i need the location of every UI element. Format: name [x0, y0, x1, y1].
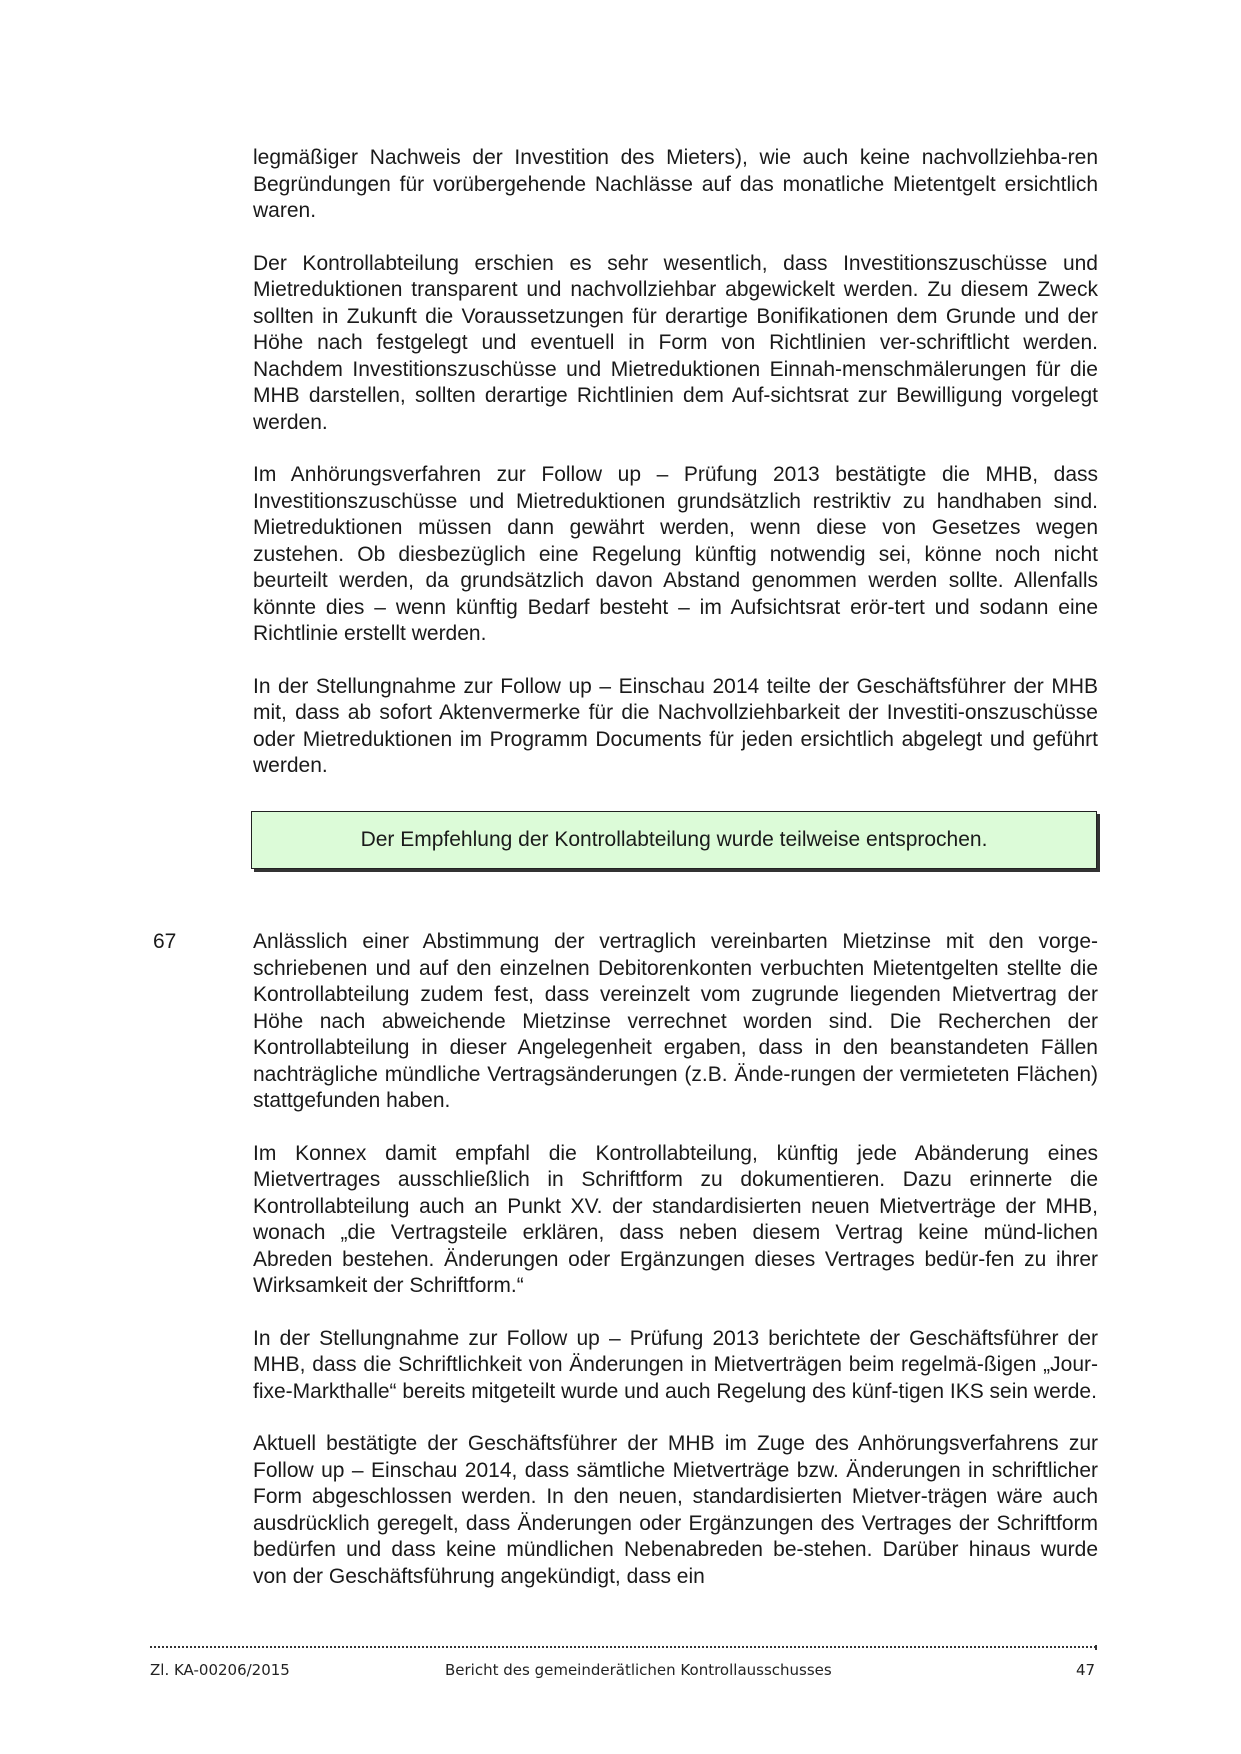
footer-divider [150, 1646, 1096, 1648]
paragraph: Im Konnex damit empfahl die Kontrollabteilung, künftig jede Abänderung eines Mietvertrages ausschließlich in Schriftform zu dokumentieren. Dazu erinnerte die Kontrollabteilung auch an Punkt XV. der standardisierten neuen Mietverträge der MHB, wonach „die Vertragsteile erklären, dass neben diesem Vertrag keine münd-lichen Abreden bestehen. Änderungen oder Ergänzungen dieses Vertrages bedür-fen zu ihrer Wirksamkeit der Schriftform.“ [253, 1141, 1098, 1297]
section-67-text-block [253, 929, 1098, 1590]
footer-reference: Zl. KA-00206/2015 [150, 1661, 290, 1679]
paragraph: In der Stellungnahme zur Follow up – Prüfung 2013 berichtete der Geschäftsführer der MHB, dass die Schriftlichkeit von Änderungen in Mietverträgen beim regelmä-ßigen „Jour-fixe-Markthalle“ bereits mitgeteilt wurde und auch Regelung des künf-tigen IKS sein werde. [253, 1326, 1098, 1403]
paragraph: Aktuell bestätigte der Geschäftsführer der MHB im Zuge des Anhörungsverfahrens zur Follow up – Einschau 2014, dass sämtliche Mietverträge bzw. Änderungen in schriftlicher Form abgeschlossen werden. In den neuen, standardisierten Mietver-trägen wäre auch ausdrücklich geregelt, dass Änderungen oder Ergänzungen des Vertrages der Schriftform bedürfen und dass keine mündlichen Nebenabreden be-stehen. Darüber hinaus wurde von der Geschäftsführung angekündigt, dass ein [253, 1432, 1098, 1588]
paragraph: Anlässlich einer Abstimmung der vertraglich vereinbarten Mietzinse mit den vorge-schriebenen und auf den einzelnen Debitorenkonten verbuchten Mietentgelten stellte die Kontrollabteilung zudem fest, dass vereinzelt vom zugrunde liegenden Mietvertrag der Höhe nach abweichende Mietzinse verrechnet worden sind. Die Recherchen der Kontrollabteilung in dieser Angelegenheit ergaben, dass in den beanstandeten Fällen nachträgliche mündliche Vertragsänderungen (z.B. Ände-rungen der vermieteten Flächen) stattgefunden haben. [253, 930, 1098, 1112]
paragraph: Der Kontrollabteilung erschien es sehr wesentlich, dass Investitionszuschüsse und Mietreduktionen transparent und nachvollziehbar abgewickelt werden. Zu diesem Zweck sollten in Zukunft die Voraussetzungen für derartige Bonifikationen dem Grunde und der Höhe nach festgelegt und eventuell in Form von Richtlinien ver-schriftlicht werden. Nachdem Investitionszuschüsse und Mietreduktionen Einnah-menschmälerungen für die MHB darstellen, sollten derartige Richtlinien dem Auf-sichtsrat zur Bewilligung vorgelegt werden. [253, 251, 1098, 434]
paragraph-number: 67 [153, 930, 177, 953]
recommendation-status-box [251, 811, 1097, 869]
continued-text-block [253, 145, 1098, 780]
footer-title: Bericht des gemeinderätlichen Kontrollausschusses [445, 1661, 832, 1679]
page-number: 47 [1076, 1661, 1096, 1679]
paragraph: legmäßiger Nachweis der Investition des Mieters), wie auch keine nachvollziehba-ren Begründungen für vorübergehende Nachlässe auf das monatliche Mietentgelt ersichtlich waren. [253, 146, 1098, 222]
paragraph: Im Anhörungsverfahren zur Follow up – Prüfung 2013 bestätigte die MHB, dass Investitionszuschüsse und Mietreduktionen grundsätzlich restriktiv zu handhaben sind. Mietreduktionen müssen dann gewährt werden, wenn diese von Gesetzes wegen zustehen. Ob diesbezüglich eine Regelung künftig notwendig sei, könne noch nicht beurteilt werden, da grundsätzlich davon Abstand genommen werden sollte. Allenfalls könnte dies – wenn künftig Bedarf besteht – im Aufsichtsrat erör-tert und sodann eine Richtlinie erstellt werden. [253, 463, 1098, 645]
paragraph: In der Stellungnahme zur Follow up – Einschau 2014 teilte der Geschäftsführer der MHB mit, dass ab sofort Aktenvermerke für die Nachvollziehbarkeit der Investiti-onszuschüsse oder Mietreduktionen im Programm Documents für jeden ersichtlich abgelegt und geführt werden. [253, 674, 1098, 777]
recommendation-status-text: Der Empfehlung der Kontrollabteilung wurde teilweise entsprochen. [360, 828, 988, 851]
